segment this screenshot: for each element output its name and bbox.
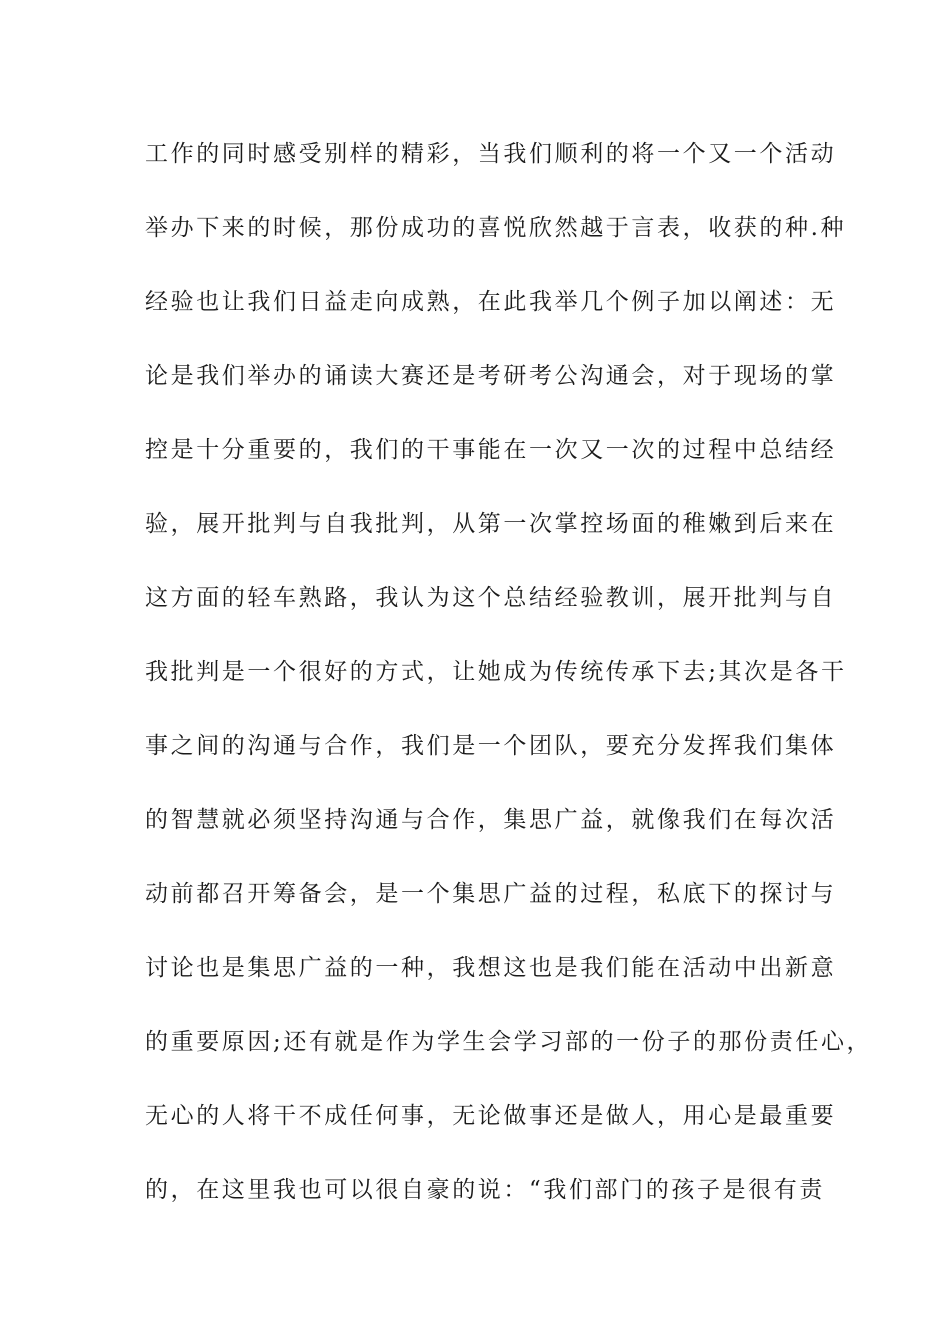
text-line-10: 的智慧就必须坚持沟通与合作，集思广益，就像我们在每次活 (145, 807, 837, 833)
text-line-5: 控是十分重要的，我们的干事能在一次又一次的过程中总结经 (145, 437, 837, 463)
text-line-9: 事之间的沟通与合作，我们是一个团队，要充分发挥我们集体 (145, 733, 837, 759)
text-line-4: 论是我们举办的诵读大赛还是考研考公沟通会，对于现场的掌 (145, 363, 837, 389)
body-text (145, 134, 873, 1244)
text-line-13: 的重要原因;还有就是作为学生会学习部的一份子的那份责任心， (145, 1029, 873, 1055)
text-line-14: 无心的人将干不成任何事，无论做事还是做人，用心是最重要 (145, 1103, 837, 1129)
text-line-3: 经验也让我们日益走向成熟，在此我举几个例子加以阐述：无 (145, 289, 837, 315)
text-line-15: 的，在这里我也可以很自豪的说：“我们部门的孩子是很有责 (145, 1177, 825, 1203)
text-line-8: 我批判是一个很好的方式，让她成为传统传承下去;其次是各干 (145, 659, 847, 685)
text-line-11: 动前都召开筹备会，是一个集思广益的过程，私底下的探讨与 (145, 881, 837, 907)
text-line-1: 工作的同时感受别样的精彩，当我们顺利的将一个又一个活动 (145, 141, 837, 167)
text-line-12: 讨论也是集思广益的一种，我想这也是我们能在活动中出新意 (145, 955, 837, 981)
text-line-6: 验，展开批判与自我批判，从第一次掌控场面的稚嫩到后来在 (145, 511, 837, 537)
text-line-7: 这方面的轻车熟路，我认为这个总结经验教训，展开批判与自 (145, 585, 837, 611)
text-line-2: 举办下来的时候，那份成功的喜悦欣然越于言表，收获的种.种 (145, 215, 847, 241)
